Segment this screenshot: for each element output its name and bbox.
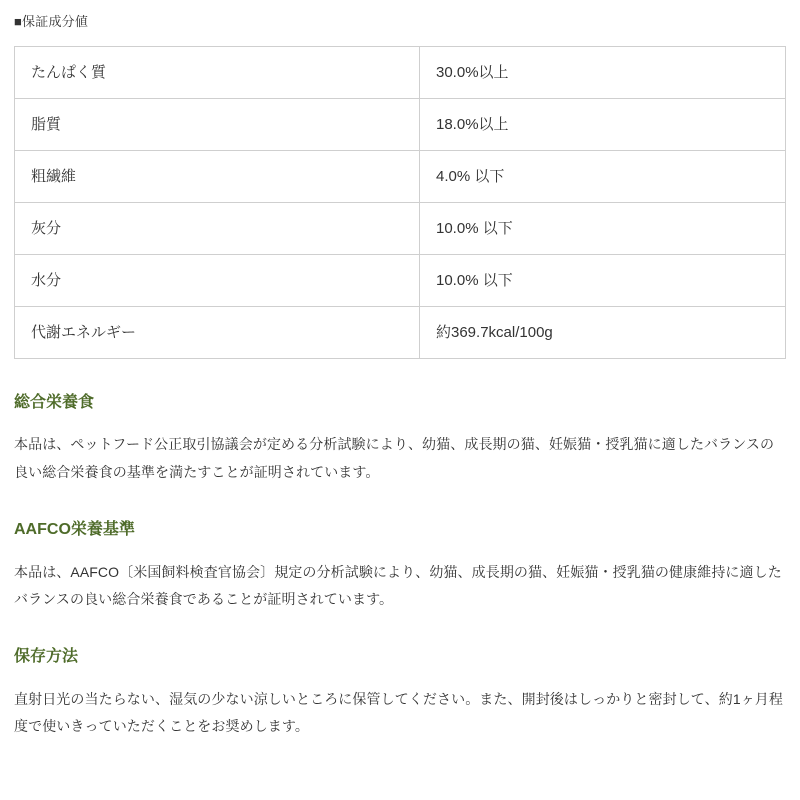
table-row bbox=[15, 254, 786, 306]
nutrient-value: 10.0% 以下 bbox=[420, 202, 786, 254]
section-marker-guaranteed-analysis: ■保証成分値 bbox=[14, 14, 89, 29]
nutrient-label: 代謝エネルギー bbox=[15, 306, 420, 358]
section-body-complete-nutrition: 本品は、ペットフード公正取引協議会が定める分析試験により、幼猫、成長期の猫、妊娠猫・授乳猫に適したバランスの良い総合栄養食の基準を満たすことが証明されています。 bbox=[14, 436, 775, 480]
table-row bbox=[15, 202, 786, 254]
section-heading-aafco: AAFCO栄養基準 bbox=[14, 520, 135, 538]
table-row bbox=[15, 98, 786, 150]
nutrient-label: 粗繊維 bbox=[15, 150, 420, 202]
nutrient-value: 30.0%以上 bbox=[420, 46, 786, 98]
nutrient-value: 約369.7kcal/100g bbox=[420, 306, 786, 358]
nutrient-label: たんぱく質 bbox=[15, 46, 420, 98]
nutrient-value: 10.0% 以下 bbox=[420, 254, 786, 306]
section-body-aafco: 本品は、AAFCO〔米国飼料検査官協会〕規定の分析試験により、幼猫、成長期の猫、妊娠猫・授乳猫の健康維持に適したバランスの良い総合栄養食であることが証明されています。 bbox=[14, 563, 782, 608]
nutrition-table bbox=[14, 46, 786, 359]
nutrient-label: 水分 bbox=[15, 254, 420, 306]
section-heading-complete-nutrition: 総合栄養食 bbox=[14, 393, 95, 411]
nutrient-value: 18.0%以上 bbox=[420, 98, 786, 150]
table-row bbox=[15, 46, 786, 98]
nutrient-value: 4.0% 以下 bbox=[420, 150, 786, 202]
nutrient-label: 脂質 bbox=[15, 98, 420, 150]
section-heading-storage: 保存方法 bbox=[14, 648, 79, 666]
table-row bbox=[15, 306, 786, 358]
section-body-storage: 直射日光の当たらない、湿気の少ない涼しいところに保管してください。また、開封後はしっかりと密封して、約1ヶ月程度で使いきっていただくことをお奨めします。 bbox=[14, 691, 784, 735]
nutrient-label: 灰分 bbox=[15, 202, 420, 254]
table-row bbox=[15, 150, 786, 202]
